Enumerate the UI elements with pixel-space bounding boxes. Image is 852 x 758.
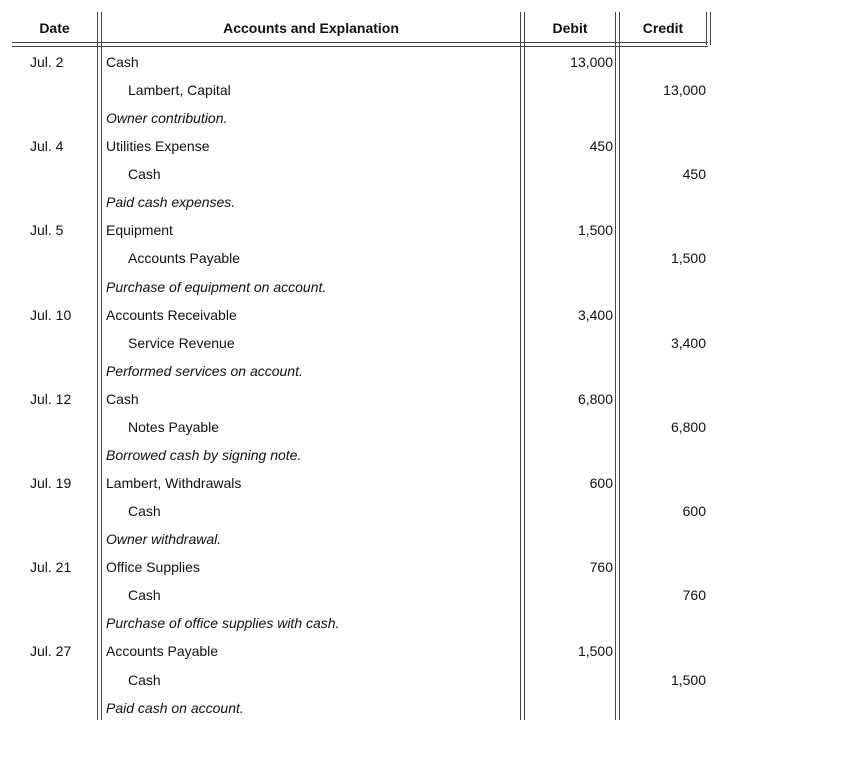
credit-account: Lambert, Capital: [128, 82, 231, 99]
entry-date: Jul. 10: [30, 306, 72, 323]
entry-explanation: Purchase of equipment on account.: [106, 278, 327, 295]
entry-date: Jul. 19: [30, 475, 72, 492]
debit-amount: 1,500: [577, 643, 613, 660]
credit-account: Cash: [128, 671, 161, 688]
debit-account: Accounts Receivable: [106, 306, 237, 323]
entry-explanation: Purchase of office supplies with cash.: [106, 615, 340, 632]
debit-account: Lambert, Withdrawals: [106, 475, 242, 492]
credit-account: Notes Payable: [128, 418, 220, 435]
debit-amount: 1,500: [577, 222, 613, 239]
debit-account: Equipment: [106, 222, 173, 239]
credit-amount: 1,500: [670, 250, 706, 267]
debit-amount: 13,000: [570, 54, 613, 70]
entry-explanation: Borrowed cash by signing note.: [106, 446, 302, 463]
credit-amount: 600: [682, 503, 706, 520]
credit-amount: 6,800: [670, 418, 706, 435]
debit-amount: 760: [589, 559, 613, 576]
credit-amount: 3,400: [670, 334, 706, 351]
column-divider: [615, 12, 620, 720]
debit-amount: 6,800: [577, 390, 613, 407]
credit-account: Service Revenue: [128, 334, 235, 351]
credit-amount: 450: [682, 166, 706, 183]
entry-explanation: Paid cash on account.: [106, 699, 244, 716]
credit-account: Cash: [128, 587, 161, 604]
debit-amount: 3,400: [577, 306, 613, 323]
column-divider: [97, 12, 102, 720]
debit-header: Debit: [552, 20, 588, 36]
debit-account: Utilities Expense: [106, 138, 210, 155]
credit-account: Cash: [128, 166, 161, 183]
debit-amount: 600: [589, 475, 613, 492]
debit-account: Cash: [106, 390, 139, 407]
accounts-header: Accounts and Explanation: [223, 20, 399, 36]
credit-amount: 760: [682, 587, 706, 604]
entry-date: Jul. 4: [30, 138, 64, 155]
entry-explanation: Owner contribution.: [106, 110, 228, 127]
entry-explanation: Performed services on account.: [106, 362, 303, 379]
date-header: Date: [39, 20, 70, 36]
debit-account: Office Supplies: [106, 559, 200, 576]
credit-account: Accounts Payable: [128, 250, 241, 267]
entry-date: Jul. 5: [30, 222, 64, 239]
credit-amount: 1,500: [670, 671, 706, 688]
entry-explanation: Owner withdrawal.: [106, 531, 222, 548]
entry-explanation: Paid cash expenses.: [106, 194, 236, 211]
debit-amount: 450: [589, 138, 613, 155]
debit-account: Cash: [106, 54, 139, 70]
entry-date: Jul. 2: [30, 54, 64, 70]
entry-date: Jul. 21: [30, 559, 72, 576]
column-divider: [706, 12, 711, 45]
credit-account: Cash: [128, 503, 161, 520]
credit-amount: 13,000: [663, 82, 706, 99]
column-divider: [520, 12, 525, 720]
header-rule: [12, 42, 708, 47]
entry-date: Jul. 27: [30, 643, 72, 660]
credit-header: Credit: [642, 20, 684, 36]
entry-date: Jul. 12: [30, 390, 72, 407]
debit-account: Accounts Payable: [106, 643, 219, 660]
